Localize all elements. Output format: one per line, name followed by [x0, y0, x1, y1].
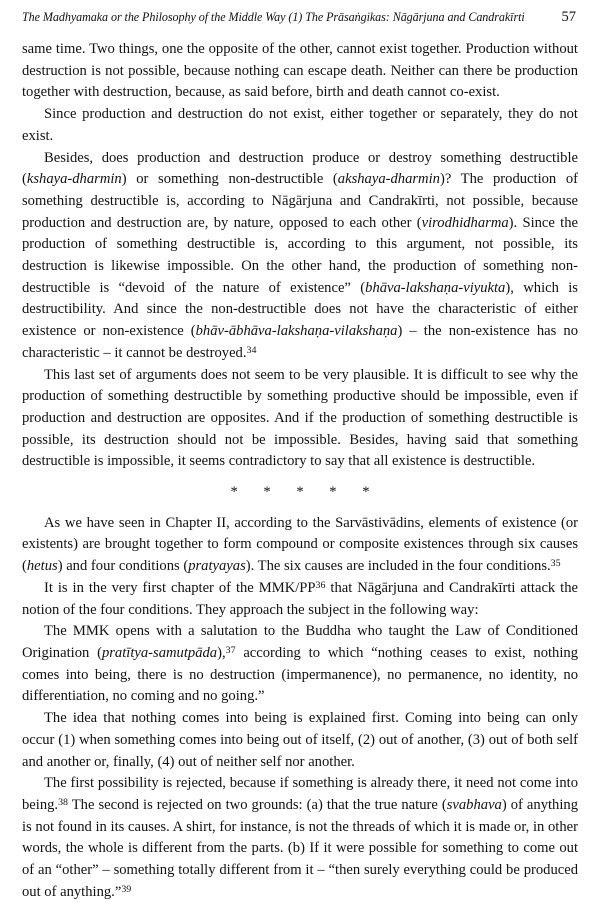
paragraph: This last set of arguments does not seem to be very plausible. It is difficult to see why the production of something destructible by something productive should be impossible, even if production and destruction are opposites. And if the production of something destructible is possible, its destruction should not be impossible. Besides, having said that something destructible is impossible, it seems contradictory to say that all existence is destructible. — [22, 366, 578, 470]
paragraph: The first possibility is rejected, because if something is already there, it need not come into being.$^{38}$ The second is rejected on two grounds: (a) that the true nature (svabhava) of anything is not found in its causes. A shirt, for instance, is not the threads of which it is made or, in other words, the whole is different from the parts. (b) If it were possible for something to come out of an “other” – something totally different from it – “then surely everything could be produced out of anything.”$^{39}$ — [22, 775, 578, 900]
paragraph: The MMK opens with a salutation to the Buddha who taught the Law of Conditioned Origination (pratītya-samutpāda),$^{37}$ according to which “nothing ceases to exist, nothing comes into being, there is no destruction (impermanence), no permanence, no identity, no differentiation, no coming and no going.” — [22, 623, 578, 705]
page-number: 57 — [561, 9, 576, 25]
running-head — [22, 9, 578, 26]
body-text-block-upper — [22, 39, 578, 473]
paragraph: It is in the very first chapter of the MMK/PP$^{36}$ that Nāgārjuna and Candrakīrti attack the notion of the four conditions. They approach the subject in the following way: — [22, 579, 578, 618]
paragraph: Since production and destruction do not exist, either together or separately, they do not exist. — [22, 106, 578, 144]
section-separator: * * * * * — [230, 484, 381, 501]
paragraph: The idea that nothing comes into being is explained first. Coming into being can only occur (1) when something comes into being out of itself, (2) out of another, (3) out of both self and another or, finally, (4) out of neither self nor another. — [22, 710, 578, 770]
running-head-title: The Madhyamaka or the Philosophy of the Middle Way (1) The Prāsaṅgikas: Nāgārjuna and Candrakīrti — [22, 10, 525, 24]
paragraph: Besides, does production and destruction produce or destroy something destructible (kshaya-dharmin) or something non-destructible (akshaya-dharmin)? The production of something destructible is, according to Nāgārjuna and Candrakīrti, not possible, because production and destruction are, by nature, opposed to each other (virodhidharma). Since the production of something destructible is, according to this argument, not possible, its destruction is likewise impossible. On the other hand, the production of something non-destructible is “devoid of the nature of existence” (bhāva-lakshaṇa-viyukta), which is destructibility. And since the non-destructible does not have the characteristic of either existence or non-existence (bhāv-ābhāva-lakshaṇa-vilakshaṇa) – the non-existence has no characteristic – it cannot be destroyed.$^{34}$ — [22, 149, 579, 361]
paragraph: As we have seen in Chapter II, according to the Sarvāstivādins, elements of existence (or existents) are brought together to form compound or composite existences through six causes (hetus) and four conditions (pratyayas). The six causes are included in the four conditions.$^{35}$ — [22, 514, 578, 575]
paragraph: same time. Two things, one the opposite of the other, cannot exist together. Production without destruction is not possible, because nothing can escape death. Neither can there be production together with destruction, because, as said before, birth and death cannot co-exist. — [22, 41, 578, 101]
body-text-block-lower — [22, 513, 578, 903]
